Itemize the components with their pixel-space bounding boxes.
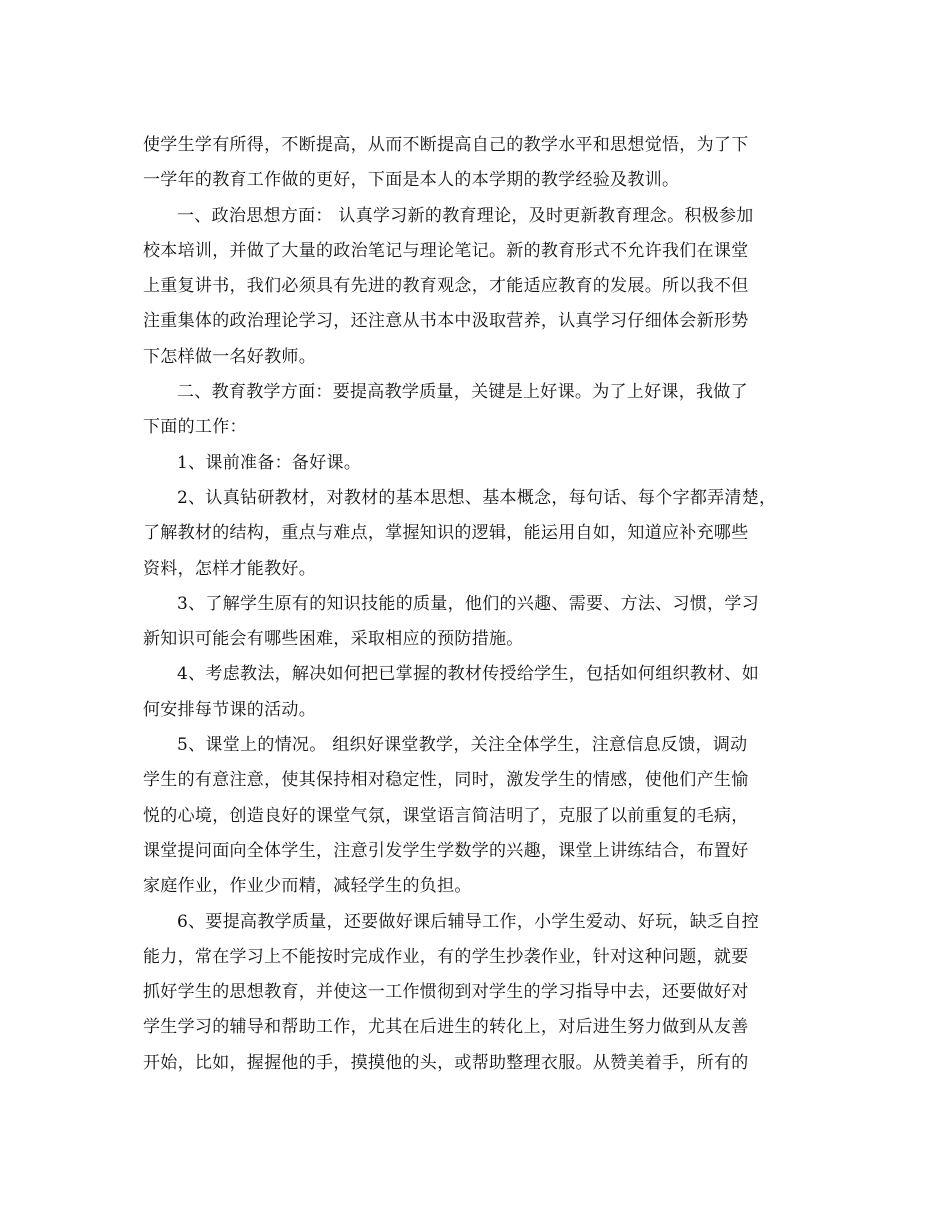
text-line: 3、了解学生原有的知识技能的质量，他们的兴趣、需要、方法、习惯，学习 bbox=[177, 593, 760, 614]
text-line: 新知识可能会有哪些困难，采取相应的预防措施。 bbox=[143, 629, 524, 650]
text-line: 课堂提问面向全体学生，注意引发学生学数学的兴趣，课堂上讲练结合，布置好 bbox=[143, 840, 749, 861]
text-line: 学生学习的辅导和帮助工作，尤其在后进生的转化上，对后进生努力做到从友善 bbox=[143, 1017, 749, 1038]
text-line: 校本培训，并做了大量的政治笔记与理论笔记。新的教育形式不允许我们在课堂 bbox=[143, 240, 749, 261]
text-line: 下面的工作： bbox=[143, 417, 247, 438]
document-body bbox=[143, 128, 823, 1081]
text-line: 一、政治思想方面： 认真学习新的教育理论，及时更新教育理念。积极参加 bbox=[177, 205, 754, 226]
text-line: 资料，怎样才能教好。 bbox=[143, 558, 316, 579]
text-line: 何安排每节课的活动。 bbox=[143, 699, 316, 720]
text-line: 悦的心境，创造良好的课堂气氛，课堂语言简洁明了，克服了以前重复的毛病， bbox=[143, 805, 749, 826]
text-line: 二、教育教学方面：要提高教学质量，关键是上好课。为了上好课，我做了 bbox=[177, 382, 748, 403]
text-line: 6、要提高教学质量，还要做好课后辅导工作，小学生爱动、好玩，缺乏自控 bbox=[177, 911, 760, 932]
text-line: 使学生学有所得，不断提高，从而不断提高自己的教学水平和思想觉悟，为了下 bbox=[143, 135, 749, 155]
text-line: 学生的有意注意，使其保持相对稳定性，同时，激发学生的情感，使他们产生愉 bbox=[143, 770, 749, 791]
text-line: 下怎样做一名好教师。 bbox=[143, 346, 316, 367]
text-line: 上重复讲书，我们必须具有先进的教育观念，才能适应教育的发展。所以我不但 bbox=[143, 276, 749, 297]
text-line: 一学年的教育工作做的更好，下面是本人的本学期的教学经验及教训。 bbox=[143, 170, 680, 191]
text-line: 1、课前准备：备好课。 bbox=[177, 452, 362, 473]
text-line: 注重集体的政治理论学习，还注意从书本中汲取营养，认真学习仔细体会新形势 bbox=[143, 311, 749, 332]
text-line: 了解教材的结构，重点与难点，掌握知识的逻辑，能运用自如，知道应补充哪些 bbox=[143, 523, 749, 544]
text-line: 能力，常在学习上不能按时完成作业，有的学生抄袭作业，针对这种问题，就要 bbox=[143, 946, 749, 967]
text-line: 2、认真钻研教材，对教材的基本思想、基本概念，每句话、每个字都弄清楚， bbox=[177, 487, 777, 508]
text-line: 抓好学生的思想教育，并使这一工作惯彻到对学生的学习指导中去，还要做好对 bbox=[143, 982, 749, 1003]
text-line: 开始，比如，握握他的手，摸摸他的头，或帮助整理衣服。从赞美着手，所有的 bbox=[143, 1052, 749, 1073]
text-line: 4、考虑教法，解决如何把已掌握的教材传授给学生，包括如何组织教材、如 bbox=[177, 664, 760, 685]
text-line: 家庭作业，作业少而精，减轻学生的负担。 bbox=[143, 876, 472, 897]
text-line: 5、课堂上的情况。 组织好课堂教学，关注全体学生，注意信息反馈，调动 bbox=[177, 735, 748, 756]
